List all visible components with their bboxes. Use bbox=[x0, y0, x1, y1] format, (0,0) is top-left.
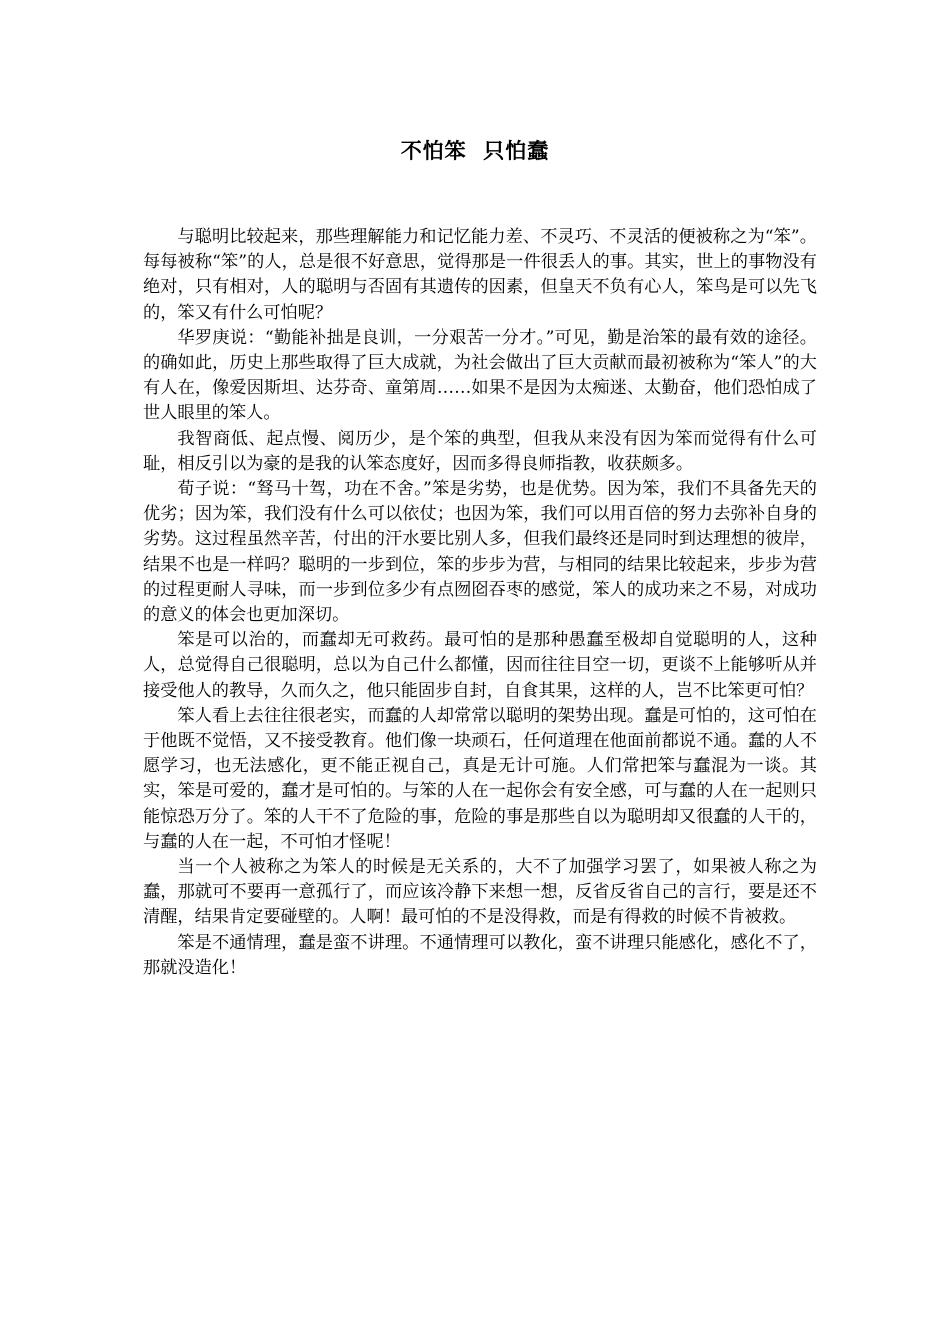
paragraph: 与聪明比较起来，那些理解能力和记忆能力差、不灵巧、不灵活的便被称之为“笨”。每每被称“笨”的人，总是很不好意思，觉得那是一件很丢人的事。其实，世上的事物没有绝对，只有相对，人的聪明与否固有其遗传的因素，但皇天不负有心人，笨鸟是可以先飞的，笨又有什么可怕呢？ bbox=[143, 227, 817, 323]
document-title: 不怕笨 只怕蠢 bbox=[400, 139, 550, 163]
paragraph: 我智商低、起点慢、阅历少，是个笨的典型，但我从来没有因为笨而觉得有什么可耻，相反引以为豪的是我的认笨态度好，因而多得良师指教，收获颇多。 bbox=[143, 428, 817, 474]
paragraph: 当一个人被称之为笨人的时候是无关系的，大不了加强学习罢了，如果被人称之为蠢，那就可不要再一意孤行了，而应该冷静下来想一想，反省反省自己的言行，要是还不清醒，结果肯定要碰壁的。人啊！最可怕的不是没得救，而是有得救的时候不肯被救。 bbox=[143, 857, 817, 928]
paragraph: 笨人看上去往往很老实，而蠢的人却常常以聪明的架势出现。蠢是可怕的，这可怕在于他既不觉悟，又不接受教育。他们像一块顽石，任何道理在他面前都说不通。蠢的人不愿学习，也无法感化，更不能正视自己，真是无计可施。人们常把笨与蠢混为一谈。其实，笨是可爱的，蠢才是可怕的。与笨的人在一起你会有安全感，可与蠢的人在一起则只能惊恐万分了。笨的人干不了危险的事，危险的事是那些自以为聪明却又很蠢的人干的，与蠢的人在一起，不可怕才怪呢！ bbox=[143, 705, 817, 852]
paragraph: 荀子说：“驽马十驾，功在不舍。”笨是劣势，也是优势。因为笨，我们不具备先天的优劣；因为笨，我们没有什么可以依仗；也因为笨，我们可以用百倍的努力去弥补自身的劣势。这过程虽然辛苦，付出的汗水要比别人多，但我们最终还是同时到达理想的彼岸，结果不也是一样吗？聪明的一步到位，笨的步步为营，与相同的结果比较起来，步步为营的过程更耐人寻味，而一步到位多少有点囫囵吞枣的感觉，笨人的成功来之不易，对成功的意义的体会也更加深切。 bbox=[143, 479, 817, 626]
paragraph: 笨是可以治的，而蠢却无可救药。最可怕的是那种愚蠢至极却自觉聪明的人，这种人，总觉得自己很聪明，总以为自己什么都懂，因而往往目空一切，更谈不上能够听从并接受他人的教导，久而久之，他只能固步自封，自食其果，这样的人，岂不比笨更可怕？ bbox=[143, 630, 817, 701]
paragraph: 华罗庚说：“勤能补拙是良训，一分艰苦一分才。”可见，勤是治笨的最有效的途径。的确如此，历史上那些取得了巨大成就，为社会做出了巨大贡献而最初被称为“笨人”的大有人在，像爱因斯坦、达芬奇、童第周……如果不是因为太痴迷、太勤奋，他们恐怕成了世人眼里的笨人。 bbox=[143, 327, 817, 424]
document-body bbox=[143, 225, 817, 981]
paragraph: 笨是不通情理，蠢是蛮不讲理。不通情理可以教化，蛮不讲理只能感化，感化不了，那就没造化！ bbox=[143, 932, 817, 978]
